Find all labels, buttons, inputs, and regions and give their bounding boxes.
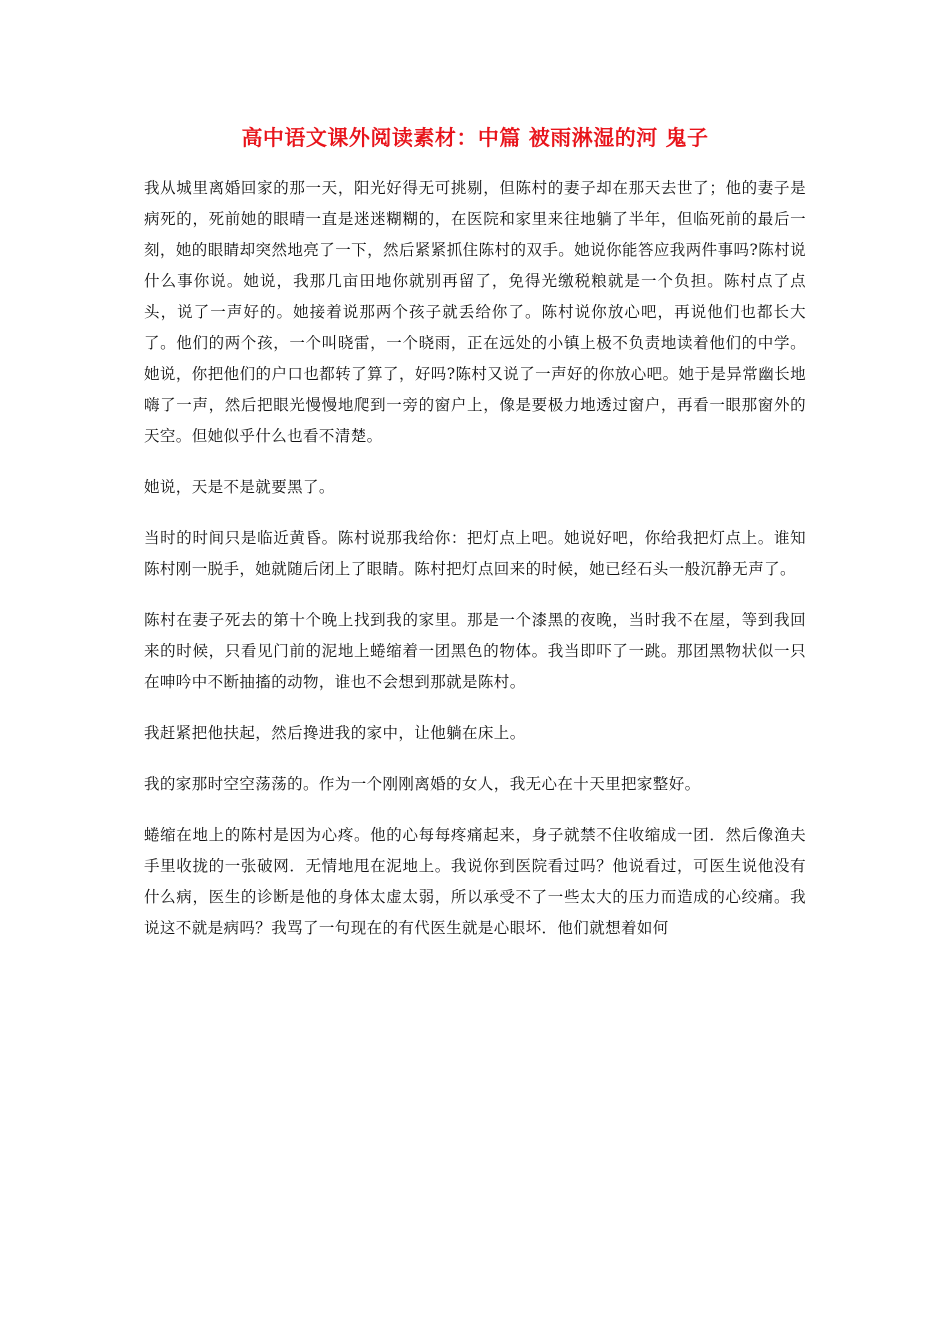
paragraph: 她说，天是不是就要黑了。: [144, 478, 335, 496]
document-body: [144, 173, 806, 944]
paragraph: 我赶紧把他扶起，然后搀进我的家中，让他躺在床上。: [144, 724, 526, 742]
paragraph: 我的家那时空空荡荡的。作为一个刚刚离婚的女人，我无心在十天里把家整好。: [144, 775, 701, 793]
paragraph: 当时的时间只是临近黄昏。陈村说那我给你：把灯点上吧。她说好吧，你给我把灯点上。谁知陈村刚一脱手，她就随后闭上了眼睛。陈村把灯点回来的时候，她已经石头一般沉静无声了。: [144, 529, 806, 578]
paragraph: 蜷缩在地上的陈村是因为心疼。他的心每每疼痛起来，身子就禁不住收缩成一团．然后像渔夫手里收拢的一张破网．无情地甩在泥地上。我说你到医院看过吗？他说看过，可医生说他没有什么病，医生的诊断是他的身体太虚太弱，所以承受不了一些太大的压力而造成的心绞痛。我说这不就是病吗？我骂了一句现在的有代医生就是心眼坏．他们就想着如何: [144, 826, 806, 937]
paragraph: 我从城里离婚回家的那一天，阳光好得无可挑剔，但陈村的妻子却在那天去世了；他的妻子是病死的，死前她的眼晴一直是迷迷糊糊的，在医院和家里来往地躺了半年，但临死前的最后一刻，她的眼睛却突然地亮了一下，然后紧紧抓住陈村的双手。她说你能答应我两件事吗?陈村说什么事你说。她说，我那几亩田地你就别再留了，免得光缴税粮就是一个负担。陈村点了点头，说了一声好的。她接着说那两个孩子就丢给你了。陈村说你放心吧，再说他们也都长大了。他们的两个孩，一个叫晓雷，一个晓雨，正在远处的小镇上极不负责地读着他们的中学。她说，你把他们的户口也都转了算了，好吗?陈村又说了一声好的你放心吧。她于是异常幽长地嗨了一声，然后把眼光慢慢地爬到一旁的窗户上，像是要极力地透过窗户，再看一眼那窗外的天空。但她似乎什么也看不清楚。: [144, 179, 806, 445]
paragraph: 陈村在妻子死去的第十个晚上找到我的家里。那是一个漆黑的夜晚，当时我不在屋，等到我回来的时候，只看见门前的泥地上蜷缩着一团黑色的物体。我当即吓了一跳。那团黑物状似一只在呻吟中不断抽搐的动物，谁也不会想到那就是陈村。: [144, 611, 806, 691]
document-title: 高中语文课外阅读素材：中篇 被雨淋湿的河 鬼子: [241, 125, 709, 150]
